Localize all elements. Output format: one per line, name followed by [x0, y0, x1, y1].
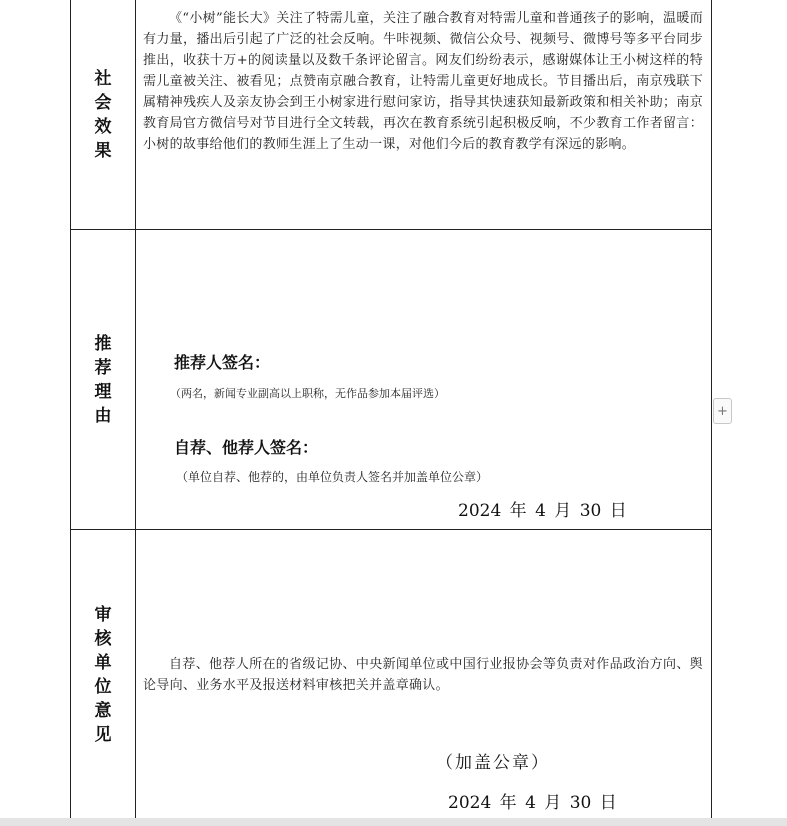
plus-icon: +: [717, 403, 728, 419]
review-date: 2024 年 4 月 30 日: [448, 793, 617, 813]
official-seal-text: （加盖公章）: [436, 753, 550, 773]
table-row-review-opinion: [71, 530, 711, 819]
self-recommender-signature-label: 自荐、他荐人签名：: [174, 438, 319, 457]
content-cell: [136, 230, 711, 529]
self-recommender-note: （单位自荐、他荐的，由单位负责人签名并加盖单位公章）: [176, 470, 489, 484]
social-effect-text: 《“小树”能长大》关注了特需儿童，关注了融合教育对特需儿童和普通孩子的影响，温暖而有力量，播出后引起了广泛的社会反响。牛咔视频、微信公众号、视频号、微博号等多平台同步推出，收获十万+的阅读量以及数千条评论留言。网友们纷纷表示，感谢媒体让王小树这样的特需儿童被关注、被看见；点赞南京融合教育，让特需儿童更好地成长。节目播出后，南京残联下属精神残疾人及亲友协会到王小树家进行慰问家访，指导其快速获知最新政策和相关补助；南京教育局官方微信号对节目进行全文转载，再次在教育系统引起积极反响，不少教育工作者留言：小树的故事给他们的教师生涯上了生动一课，对他们今后的教育教学有深远的影响。: [143, 11, 703, 152]
label-cell: [71, 0, 136, 229]
row-label-social-effect: 社会效果: [94, 68, 112, 161]
row-label-recommendation: 推荐理由: [94, 333, 112, 426]
recommendation-date: 2024 年 4 月 30 日: [458, 501, 627, 521]
table-row-recommendation: [71, 230, 711, 530]
table-row-social-effect: [71, 0, 711, 230]
form-table: [70, 0, 712, 820]
label-cell: [71, 230, 136, 529]
recommender-note: （两名，新闻专业副高以上职称，无作品参加本届评选）: [170, 387, 445, 400]
label-cell: [71, 530, 136, 819]
row-label-review-opinion: 审核单位意见: [94, 604, 112, 745]
expand-button[interactable]: [713, 398, 732, 424]
review-opinion-text: 自荐、他荐人所在的省级记协、中央新闻单位或中国行业报协会等负责对作品政治方向、舆论导向、业务水平及报送材料审核把关并盖章确认。: [143, 657, 703, 693]
bottom-scroll-area: [0, 818, 787, 826]
recommender-signature-label: 推荐人签名：: [174, 353, 271, 372]
content-cell: [136, 0, 711, 229]
content-cell: [136, 530, 711, 819]
